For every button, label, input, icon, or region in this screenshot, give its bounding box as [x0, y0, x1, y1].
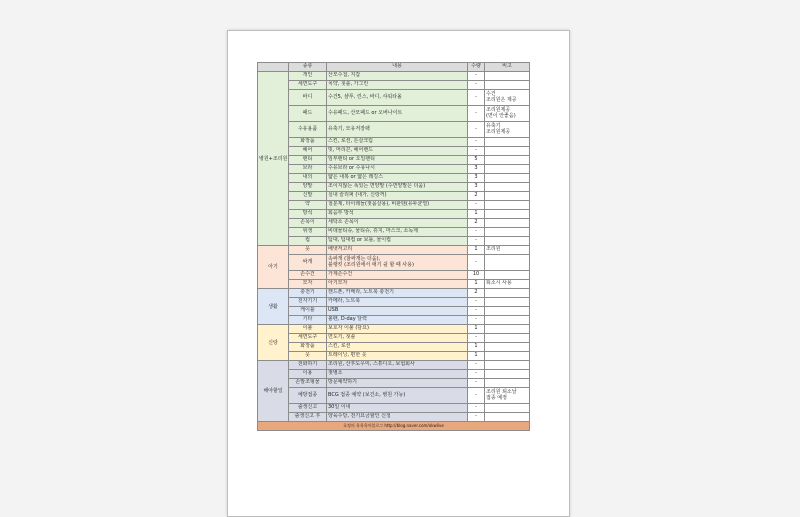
quantity-cell: 2: [468, 219, 485, 228]
quantity-cell: 1: [468, 352, 485, 361]
table-row: [258, 370, 530, 379]
note-cell: [485, 156, 530, 165]
table-row: [258, 413, 530, 422]
table-row: [258, 255, 530, 271]
table-row: [258, 246, 530, 255]
quantity-cell: -: [468, 81, 485, 90]
table-row: [258, 289, 530, 298]
table-row: [258, 106, 530, 122]
table-row: [258, 81, 530, 90]
table-header-row: [258, 63, 530, 72]
header-description: 내용: [327, 63, 468, 72]
type-cell: 팬티: [289, 156, 327, 165]
type-cell: 손발조형물: [289, 379, 327, 388]
table-row: [258, 298, 530, 307]
description-cell: 세탁소 손목이: [327, 219, 468, 228]
table-row: [258, 325, 530, 334]
description-cell: 가제손수건: [327, 271, 468, 280]
quantity-cell: -: [468, 147, 485, 156]
quantity-cell: -: [468, 334, 485, 343]
quantity-cell: -: [468, 201, 485, 210]
description-cell: BCG 접종 예약 (보건소, 병원 가능): [327, 388, 468, 404]
description-cell: 회음부 방석: [327, 210, 468, 219]
type-cell: 모자: [289, 280, 327, 289]
checklist-table: [257, 62, 530, 431]
document-page: [227, 30, 570, 517]
description-cell: 아기모자: [327, 280, 468, 289]
quantity-cell: 1: [468, 210, 485, 219]
type-cell: 옷: [289, 352, 327, 361]
quantity-cell: 2: [468, 192, 485, 201]
quantity-cell: 1: [468, 246, 485, 255]
note-cell: [485, 81, 530, 90]
type-cell: 세면도구: [289, 81, 327, 90]
note-cell: [485, 343, 530, 352]
description-cell: 보호자 이불 (담요): [327, 325, 468, 334]
note-cell: [485, 192, 530, 201]
note-cell: [485, 255, 530, 271]
type-cell: 손목이: [289, 219, 327, 228]
description-cell: 스킨, 로션: [327, 343, 468, 352]
description-cell: 스킨, 로션, 튼살크림: [327, 138, 468, 147]
description-cell: 방문예약하기: [327, 379, 468, 388]
type-cell: 방석: [289, 210, 327, 219]
quantity-cell: -: [468, 388, 485, 404]
note-cell: [485, 183, 530, 192]
note-cell: [485, 271, 530, 280]
quantity-cell: -: [468, 316, 485, 325]
description-cell: 핸드폰, 카메라, 노트북 충전기: [327, 289, 468, 298]
table-row: [258, 201, 530, 210]
category-cell-living: 생활: [258, 289, 289, 325]
quantity-cell: -: [468, 298, 485, 307]
type-cell: 바디: [289, 90, 327, 106]
quantity-cell: 10: [468, 271, 485, 280]
description-cell: 젖병소: [327, 370, 468, 379]
quantity-cell: -: [468, 255, 485, 271]
type-cell: 헤어: [289, 147, 327, 156]
description-cell: 배냇저고리: [327, 246, 468, 255]
table-row: [258, 352, 530, 361]
category-cell-baby: 아기: [258, 246, 289, 289]
type-cell: 화장품: [289, 138, 327, 147]
type-cell: 양말: [289, 183, 327, 192]
quantity-cell: 3: [468, 183, 485, 192]
description-cell: 비데물티슈, 물티슈, 휴지, 마스크, 소독제: [327, 228, 468, 237]
type-cell: 패드: [289, 106, 327, 122]
quantity-cell: -: [468, 228, 485, 237]
quantity-cell: -: [468, 72, 485, 81]
quantity-cell: 3: [468, 165, 485, 174]
note-cell: [485, 316, 530, 325]
description-cell: 볼펜, D-day 달력: [327, 316, 468, 325]
quantity-cell: 1: [468, 343, 485, 352]
type-cell: 전자기기: [289, 298, 327, 307]
note-cell: [485, 210, 530, 219]
description-cell: 조리원, 산후도우미, 스튜디오, 보험회사: [327, 361, 468, 370]
note-cell: [485, 404, 530, 413]
table-row: [258, 90, 530, 106]
description-cell: 산모수첩, 지갑: [327, 72, 468, 81]
note-cell: [485, 325, 530, 334]
description-cell: 30일 이내: [327, 404, 468, 413]
note-cell: [485, 138, 530, 147]
type-cell: 개인: [289, 72, 327, 81]
type-cell: 이용: [289, 370, 327, 379]
type-cell: 이불: [289, 325, 327, 334]
table-row: [258, 316, 530, 325]
note-cell: [485, 174, 530, 183]
table-row: [258, 72, 530, 81]
table-row: [258, 280, 530, 289]
note-cell: 조리원제공 (면이 안좋음): [485, 106, 530, 122]
note-cell: [485, 298, 530, 307]
quantity-cell: 2: [468, 289, 485, 298]
note-cell: [485, 413, 530, 422]
table-row: [258, 237, 530, 246]
description-cell: 속싸개 (찰싸개는 더움), 블랭킷 (조리원에서 애기 쉴 할 때 사용): [327, 255, 468, 271]
note-cell: 퇴소시 사용: [485, 280, 530, 289]
category-cell-todo: 해야할일: [258, 361, 289, 422]
table-row: [258, 361, 530, 370]
description-cell: 양육수당, 전기요금할인 신청: [327, 413, 468, 422]
note-cell: [485, 307, 530, 316]
table-row: [258, 307, 530, 316]
quantity-cell: 5: [468, 156, 485, 165]
note-cell: [485, 352, 530, 361]
description-cell: 실내 슬리퍼 (내가, 신랑꺼): [327, 192, 468, 201]
note-cell: [485, 228, 530, 237]
table-row: [258, 210, 530, 219]
footer-row: [258, 422, 530, 431]
table-row: [258, 138, 530, 147]
note-cell: [485, 289, 530, 298]
quantity-cell: 1: [468, 280, 485, 289]
note-cell: [485, 72, 530, 81]
type-cell: 기타: [289, 316, 327, 325]
category-cell-hospital: 병원+조리원: [258, 72, 289, 246]
table-row: [258, 379, 530, 388]
description-cell: 임부팬티 or 오일팬티: [327, 156, 468, 165]
quantity-cell: -: [468, 404, 485, 413]
description-cell: 트레이닝, 편한 옷: [327, 352, 468, 361]
type-cell: 출생신고 후: [289, 413, 327, 422]
type-cell: 예방접종: [289, 388, 327, 404]
table-row: [258, 174, 530, 183]
note-cell: 유축기 조리원제공: [485, 122, 530, 138]
table-row: [258, 122, 530, 138]
note-cell: [485, 147, 530, 156]
description-cell: 얇은 내복 or 얇은 레깅스: [327, 174, 468, 183]
description-cell: 수건5, 샴푸, 린스, 바디, 샤워타올: [327, 90, 468, 106]
type-cell: 수유용품: [289, 122, 327, 138]
description-cell: 면도기, 칫솔: [327, 334, 468, 343]
type-cell: 출생신고: [289, 404, 327, 413]
footer-credit: 호정의 육육육아블로그 http://blog.naver.com/okwlive: [258, 422, 530, 431]
type-cell: 내의: [289, 174, 327, 183]
note-cell: [485, 219, 530, 228]
quantity-cell: -: [468, 370, 485, 379]
description-cell: 수유브라 or 수유나시: [327, 165, 468, 174]
table-row: [258, 228, 530, 237]
category-cell-shinhang: 신랑: [258, 325, 289, 361]
note-cell: [485, 201, 530, 210]
description-cell: 빗, 머리끈, 헤어밴드: [327, 147, 468, 156]
description-cell: 유축기, 모유저장팩: [327, 122, 468, 138]
type-cell: 컵: [289, 237, 327, 246]
table-row: [258, 192, 530, 201]
description-cell: 텀대, 텀대컵 or 보틀, 물이컵: [327, 237, 468, 246]
type-cell: 세면도구: [289, 334, 327, 343]
type-cell: 화장품: [289, 343, 327, 352]
type-cell: 약: [289, 201, 327, 210]
quantity-cell: -: [468, 138, 485, 147]
note-cell: 조리원 퇴소날 접종 예정: [485, 388, 530, 404]
type-cell: 옷: [289, 246, 327, 255]
note-cell: [485, 165, 530, 174]
quantity-cell: 3: [468, 174, 485, 183]
description-cell: 조이지않는 폭있는 면양말 (수면양말은 더움): [327, 183, 468, 192]
note-cell: [485, 370, 530, 379]
description-cell: 수유패드, 산모패드 or 오버나이트: [327, 106, 468, 122]
quantity-cell: -: [468, 379, 485, 388]
note-cell: [485, 361, 530, 370]
table-row: [258, 219, 530, 228]
note-cell: [485, 334, 530, 343]
description-cell: 치약, 칫솔, 가그린: [327, 81, 468, 90]
table-row: [258, 404, 530, 413]
table-row: [258, 165, 530, 174]
quantity-cell: -: [468, 106, 485, 122]
table-row: [258, 388, 530, 404]
type-cell: 케이블: [289, 307, 327, 316]
type-cell: 신발: [289, 192, 327, 201]
quantity-cell: -: [468, 413, 485, 422]
quantity-cell: -: [468, 307, 485, 316]
type-cell: 브라: [289, 165, 327, 174]
table-row: [258, 183, 530, 192]
note-cell: [485, 237, 530, 246]
description-cell: USB: [327, 307, 468, 316]
table-row: [258, 343, 530, 352]
quantity-cell: -: [468, 361, 485, 370]
description-cell: 카메라, 노트북: [327, 298, 468, 307]
type-cell: 싸개: [289, 255, 327, 271]
note-cell: [485, 379, 530, 388]
header-category: [258, 63, 289, 72]
description-cell: 철분제, 타이레놀(젖몸살용), 비판텐(유두균열): [327, 201, 468, 210]
table-body: [258, 72, 530, 422]
quantity-cell: -: [468, 237, 485, 246]
table-row: [258, 156, 530, 165]
type-cell: 전화하기: [289, 361, 327, 370]
header-type: 종류: [289, 63, 327, 72]
note-cell: 조리원: [485, 246, 530, 255]
table-row: [258, 271, 530, 280]
table-row: [258, 334, 530, 343]
type-cell: 손수건: [289, 271, 327, 280]
quantity-cell: 1: [468, 325, 485, 334]
note-cell: 수건 조리원은 제공: [485, 90, 530, 106]
header-note: 비고: [485, 63, 530, 72]
quantity-cell: -: [468, 90, 485, 106]
table-row: [258, 147, 530, 156]
quantity-cell: -: [468, 122, 485, 138]
type-cell: 충전기: [289, 289, 327, 298]
type-cell: 위생: [289, 228, 327, 237]
header-quantity: 수량: [468, 63, 485, 72]
